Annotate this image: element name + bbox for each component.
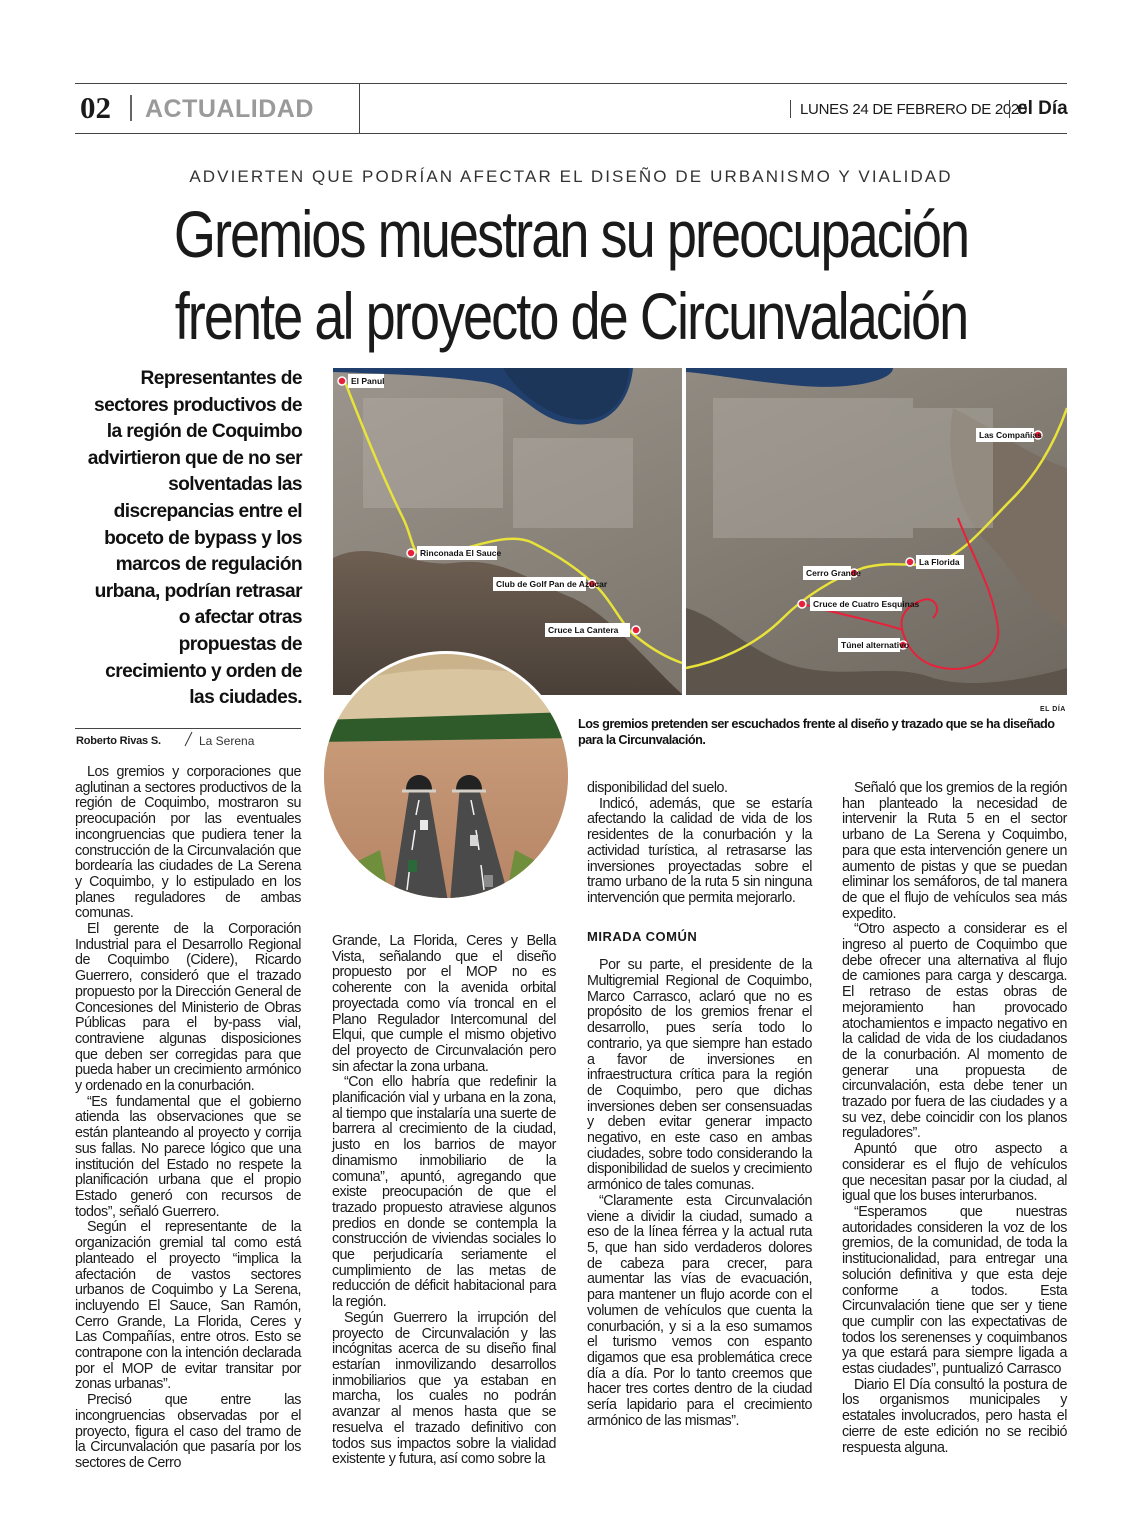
paragraph: Según Guerrero la irrupción del proyecto de Circunvalación y las incógnitas acerca de su diseño final estarían inmovilizando desarrollos inmobiliarios que ya estaban en marcha, los cuales no podrán avanzar al menos hasta que se resuelva el trazado definitivo con todos sus impactos sobre la vialidad existente y futura, así como sobre la bbox=[332, 1309, 556, 1468]
article-column-1 bbox=[75, 765, 301, 1472]
byline-rule bbox=[75, 728, 301, 729]
map-label-el-panul: El Panul bbox=[351, 376, 385, 386]
newspaper-logo: el Día bbox=[1017, 98, 1068, 119]
paragraph: “Con ello habría que redefinir la planificación vial y urbana en la zona, al tiempo que instalaría una suerte de barrera al crecimiento de la ciudad, justo en los barrios de mayor dinamismo inmobiliario de la comuna”, apuntó, agregando que existe preocupación de que el trazado propuesto atraviese algunos predios en donde se contempla la construcción de viviendas sociales lo que perjudicaría seriamente el cumplimiento de las metas de reducción de déficit habitacional para la región. bbox=[332, 1074, 556, 1311]
paragraph: Los gremios y corporaciones que aglutinan a sectores productivos de la región de Coquimbo, mostraron su preocupación por las eventuales incongruencias que pudiera tener la construcción de la Circunvalación que bordearía las ciudades de La Serena y Coquimbo, y lo estipulado en los planes reguladores de ambas comunas. bbox=[75, 764, 301, 922]
article-column-2 bbox=[332, 934, 556, 1468]
paragraph: Señaló que los gremios de la región han planteado la necesidad de intervenir la Ruta 5 en el sector urbano de La Serena y Coquimbo, para que esta intervención genere un aumento de pistas y que se puedan eliminar los semáforos, de tal manera de que el flujo de vehículos sea más expedito. bbox=[842, 780, 1067, 922]
image-caption: Los gremios pretenden ser escuchados frente al diseño y trazado que se ha diseñado para la Circunvalación. bbox=[578, 717, 1055, 748]
map-label-rinconada: Rinconada El Sauce bbox=[420, 548, 502, 558]
map-label-cuatro-esquinas: Cruce de Cuatro Esquinas bbox=[813, 599, 920, 609]
paragraph: disponibilidad del suelo. bbox=[587, 780, 728, 796]
article-lead: Representantes de sectores productivos de la región de Coquimbo advirtieron que de no ser solventadas las discrepancias entre el boceto de bypass y los marcos de regulación urbana, podrían retrasar o afectar otras propuestas de crecimiento y orden de las ciudades. bbox=[87, 368, 302, 709]
header-divider bbox=[130, 95, 132, 121]
subheading: MIRADA COMÚN bbox=[587, 928, 698, 944]
paragraph: “Claramente esta Circunvalación viene a dividir la ciudad, sumado a eso de la línea férrea y la actual ruta 5, que han sido verdaderos dolores de cabeza para crecer, para aumentar las vías de evacuación, para mantener un flujo acorde con el volumen de vehículos que cuenta la conurbación, y si a la eso sumamos el turismo vemos con espanto digamos que esa problemática crece día a día. Por lo tanto creemos que hacer tres cortes dentro de la ciudad sería lapidario para el crecimiento armónico de las mismas”. bbox=[587, 1192, 812, 1429]
paragraph: Precisó que entre las incongruencias observadas por el proyecto, figura el caso del tramo de la Circunvalación que pasaría por los sectores de Cerro bbox=[75, 1392, 301, 1471]
photo-credit: EL DÍA bbox=[1040, 706, 1066, 713]
byline-place: La Serena bbox=[199, 734, 255, 748]
paragraph: Indicó, además, que se estaría afectando la calidad de vida de los residentes de la conurbación y la actividad turística, al retrasarse las inversiones proyectadas sobre el tramo urbano de la ruta 5 sin ninguna intervención que permita mejorarlo. bbox=[587, 795, 812, 906]
byline-author: Roberto Rivas S. bbox=[76, 735, 161, 747]
paragraph: Apuntó que otro aspecto a considerar es el flujo de vehículos que necesitan pasar por la ciudad, al igual que los buses interurbanos. bbox=[842, 1141, 1067, 1205]
article-headline bbox=[152, 193, 990, 357]
headline-line-1: Gremios muestran su preocupación bbox=[173, 197, 969, 271]
paragraph: El gerente de la Corporación Industrial para el Desarrollo Regional de Coquimbo (Cidere), Ricardo Guerrero, consideró que el trazado propuesto por la Dirección General de Concesiones del Ministerio de Obras Públicas para el by-pass vial, contraviene algunas disposiciones que deben ser corregidas para que pueda haber un crecimiento armónico y ordenado en la conurbación. bbox=[75, 921, 301, 1095]
map-label-cerro-grande: Cerro Grande bbox=[806, 568, 861, 578]
paragraph: Diario El Día consultó la postura de los organismos municipales y estatales involucrados, pero hasta el cierre de este edición no se recibió respuesta alguna. bbox=[842, 1376, 1067, 1456]
article-kicker: ADVIERTEN QUE PODRÍAN AFECTAR EL DISEÑO DE URBANISMO Y VIALIDAD bbox=[189, 167, 953, 186]
paragraph: “Es fundamental que el gobierno atienda las observaciones que se están planteando al proyecto y corrija sus fallas. No parece lógico que una institución del Estado no respete la planificación urbana que el propio Estado generó con recursos de todos”, señaló Guerrero. bbox=[75, 1093, 301, 1220]
paragraph: Por su parte, el presidente de la Multigremial Regional de Coquimbo, Marco Carrasco, aclaró que no es propósito de los gremios frenar el desarrollo, pues sería todo lo contrario, ya que siempre han estado a favor de inversiones en infraestructura crítica para la región de Coquimbo, pero que dichas inversiones deben ser consensuadas y deben evitar generar impacto negativo, en este caso en ambas ciudades, sobre todo considerando la disponibilidad de suelos y crecimiento armónico de tales comunas. bbox=[587, 957, 812, 1194]
header-vertical-rule bbox=[359, 84, 360, 133]
header-bottom-rule bbox=[75, 133, 1067, 134]
page-number: 02 bbox=[80, 90, 111, 125]
route-map-image bbox=[333, 368, 1067, 695]
header-top-rule bbox=[75, 83, 1067, 84]
map-label-companias: Las Compañías bbox=[979, 430, 1042, 440]
article-column-3 bbox=[587, 781, 812, 1429]
issue-date: LUNES 24 DE FEBRERO DE 2025 bbox=[800, 101, 1027, 118]
tunnel-render-image bbox=[320, 650, 572, 902]
header-divider bbox=[790, 100, 791, 118]
header-divider bbox=[1009, 100, 1010, 118]
section-label: ACTUALIDAD bbox=[145, 95, 314, 123]
map-label-la-florida: La Florida bbox=[919, 557, 960, 567]
paragraph: “Esperamos que nuestras autoridades consideren la voz de los gremios, de la comunidad, de toda la institucionalidad, para entregar una solución definitiva y que esta deje conforme a todos. Esta Circunvalación tiene que ser y tiene que cumplir con las expectativas de todos los serenenses y coquimbanos ya que estará para siempre ligada a estas ciudades”, puntualizó Carrasco bbox=[842, 1203, 1067, 1378]
byline-slash-icon bbox=[184, 731, 193, 747]
map-label-cantera: Cruce La Cantera bbox=[548, 625, 619, 635]
paragraph: “Otro aspecto a considerar es el ingreso al puerto de Coquimbo que debe ofrecer una alternativa al flujo de camiones para carga y descarga. El retraso de estas obras de mejoramiento han provocado atochamientos e impacto negativo en la calidad de vida de los ciudadanos de la conurbación. Al momento de generar una propuesta de circunvalación, esta debe tener un trazado por fuera de las ciudades y a su vez, debe coincidir con los planos reguladores”. bbox=[842, 921, 1067, 1142]
headline-line-2: frente al proyecto de Circunvalación bbox=[174, 279, 968, 353]
article-column-4 bbox=[842, 781, 1067, 1456]
map-label-club-golf: Club de Golf Pan de Azúcar bbox=[496, 579, 608, 589]
paragraph: Según el representante de la organización gremial tal como está planteado el proyecto “implica la afectación de vastos sectores urbanos de Coquimbo y La Serena, incluyendo El Sauce, San Ramón, Cerro Grande, La Florida, Ceres y Las Compañías, entre otros. Esto se contrapone con la intención declarada por el MOP de evitar transitar por zonas urbanas”. bbox=[75, 1219, 301, 1393]
paragraph: Grande, La Florida, Ceres y Bella Vista, señalando que el diseño propuesto por el MOP no es coherente con la avenida orbital proyectada como vía troncal en el Plano Regulador Intercomunal del Elqui, que cumple el mismo objetivo del proyecto de Circunvalación pero sin afectar la zona urbana. bbox=[332, 933, 556, 1075]
map-label-tunel: Túnel alternativo bbox=[841, 640, 910, 650]
